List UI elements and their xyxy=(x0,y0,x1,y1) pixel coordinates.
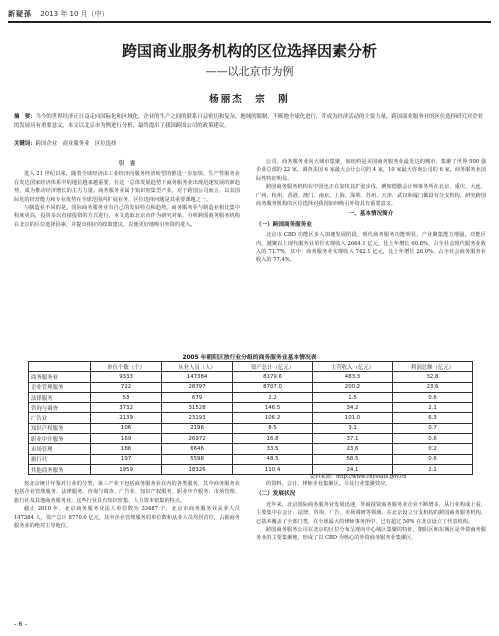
table-header-cell: 从业人员（人） xyxy=(162,362,233,372)
column-left-bottom xyxy=(14,480,240,618)
table-cell: 106 xyxy=(91,423,162,433)
paragraph: 北京市 CBD 功能区步入加速发展阶段，现代商务服务功能明显，产业聚集能力增强，功能区内，越聚以上现代服务业单位实现收入 2664.1 亿元，比上年增长 60.8%，占全社会现代服务业收入的 71.7%，其中：商务服务业实现收入 742.1 亿元，比上年增长 26.0%，占全社会商务服务业收入的 77.4%。 xyxy=(256,232,486,264)
abstract-text: 当今的世界经济正日益走向国际化和区域化，企业的生产之间的联系日益密切和复杂，地域的限制，不断地全球化进行，并成为经济活动的主要力量。跨国商业服务业的区位选择研究对企业的发展具有重要意义，本文以北京市为例进行分析，最终提出了我国跨国公司的政策建议。 xyxy=(14,114,484,129)
table-header-cell: 单位个数（个） xyxy=(91,362,162,372)
table-cell: 53 xyxy=(91,392,162,402)
section-heading-status: （二）发展状况 xyxy=(256,491,296,498)
table-header-cell xyxy=(29,362,91,372)
paragraph: 近年来，北京国际商务服务业发展迅速，外商投资商务服务业企业不断增多，从行业构成上看，主要集中在会计、法律、咨询、广告、市场调研等领域，在北京设立分支机构的跨国商务服务机构，已基本覆盖了全部门类，在全球最大的律师事务所中，已有超过 50% 在北京设立了代表机构。 xyxy=(256,501,486,525)
table-row-label: 咨询与调查 xyxy=(29,403,91,413)
table-cell: 16.8 xyxy=(233,434,313,444)
journal-name: 新疑孫 xyxy=(8,10,32,18)
data-table xyxy=(28,361,473,475)
table-row-label: 知识产权服务 xyxy=(29,423,91,433)
table-cell: 147384 xyxy=(162,372,233,382)
table-row xyxy=(29,403,473,413)
table-cell: 2196 xyxy=(162,423,233,433)
table-cell: 24.1 xyxy=(313,464,393,474)
table-cell: 3.1 xyxy=(313,423,393,433)
table-cell: 37.1 xyxy=(313,434,393,444)
table-cell: 23193 xyxy=(162,413,233,423)
table-cell: 48.5 xyxy=(233,454,313,464)
table-cell: 2.2 xyxy=(233,392,313,402)
table-cell: 722 xyxy=(91,382,162,392)
table-cell: 6.3 xyxy=(392,413,472,423)
section-heading-intro: 引 言 xyxy=(118,161,136,167)
table-cell: 8.5 xyxy=(233,423,313,433)
table-cell: 483.3 xyxy=(313,372,393,382)
table-cell: 146.5 xyxy=(233,403,313,413)
paragraph: 跨国商务服务公司在北京的区位分布呈现向中心城区集聚的特征，朝阳区和东城区是外资商务服务业的主要集聚地，形成了以 CBD 为核心的外资商务服务业集聚区。 xyxy=(256,527,486,542)
table-header-cell: 资产总计（亿元） xyxy=(233,362,313,372)
table-cell: 23.6 xyxy=(313,444,393,454)
keywords xyxy=(14,139,484,147)
table-cell: 0.6 xyxy=(392,454,472,464)
journal-header xyxy=(8,9,488,21)
journal-issue: 2013 年 10 月（中） xyxy=(40,10,109,18)
table-cell: 110.4 xyxy=(233,464,313,474)
paragraph: 按北京统计年鉴对行业的分类，第三产业下包括商务服务业在内的各类服务，其中商务服务业包括企业管理服务、法律服务、咨询与调查、广告业、知识产权服务、职业中介服务、市场管理、旅行社及其他商务服务业，这些行业具有知识密集、人力资本密集的特点。 xyxy=(14,481,240,504)
table-cell: 8707.0 xyxy=(233,382,313,392)
table-cell: 101.0 xyxy=(313,413,393,423)
table-row xyxy=(29,454,473,464)
column-left-top xyxy=(14,158,240,358)
table-row-label: 旅行社 xyxy=(29,454,91,464)
table-cell: 6646 xyxy=(162,444,233,454)
table-cell: 0.2 xyxy=(392,444,472,454)
table-row-label: 职业中介服务 xyxy=(29,434,91,444)
table-cell: 26972 xyxy=(162,434,233,444)
article-title: 跨国商业服务机构的区位选择因素分析 xyxy=(121,42,377,60)
article-subtitle: ——以北京市为例 xyxy=(205,65,294,78)
abstract xyxy=(14,113,484,130)
table-cell: 9333 xyxy=(91,372,162,382)
paragraph: 进入 21 世纪以来，随着全球经济由工业经济向服务经济转型的推进一步加快，生产性服务业在发达国家经济体系中的地位越来越重要，在这一总体发展趋势下商务服务业出现迅速发展的新趋势，成为推动经济增长的主力力量。商务服务业属于知识密集型产业，对于跨国公司而言，以其国际化的经营能力和专业优势在全球范围内扩展业务，区位选择问题是其重要课题之一。 xyxy=(14,171,240,203)
column-right-bottom xyxy=(256,480,486,618)
header-divider xyxy=(8,21,491,23)
column-right-top xyxy=(256,158,486,358)
table-cell: 28797 xyxy=(162,382,233,392)
table-cell: 0.6 xyxy=(392,392,472,402)
paragraph: 跨国商务服务机构在中国也正在加快其扩张步伐，例如德勤会计师事务所在北京、重庆、大连、广州、杭州、香港、澳门、南京、上海、深圳、苏州、天津、武汉和厦门都设有分支机构。研究跨国商务服务机构的区位选择对我国如何吸引外资具有重要意义。 xyxy=(256,184,486,208)
table-row xyxy=(29,382,473,392)
table-row xyxy=(29,444,473,454)
table-row xyxy=(29,372,473,382)
paragraph: 的资料、会计、律师企业集聚区，尽显行业集聚效应。 xyxy=(266,481,391,487)
table-cell: 106.2 xyxy=(233,413,313,423)
keywords-label: 关键词： xyxy=(14,141,36,147)
table-cell: 33.5 xyxy=(233,444,313,454)
table-row xyxy=(29,413,473,423)
article-authors: 杨丽杰 宗 刚 xyxy=(209,94,290,105)
abstract-label: 摘 要： xyxy=(14,114,36,120)
table-row-label: 法律服务 xyxy=(29,392,91,402)
table-row xyxy=(29,423,473,433)
table-cell: 2.1 xyxy=(392,464,472,474)
table-cell: 58.5 xyxy=(313,454,393,464)
paragraph: 公司、商务服务业向大城市集聚，如纽约是美国商务服务业最发达的城市，集聚了世界 500 强企业总部的 22 家。调查美国 6 家最大会计公司的 4 家，10 家最大咨询公司的 6 家，商务服务业国际性特征明显。 xyxy=(256,159,486,182)
table-row xyxy=(29,392,473,402)
table-row-label: 市场管理 xyxy=(29,444,91,454)
table-cell: 0.6 xyxy=(392,434,472,444)
table-cell: 169 xyxy=(91,434,162,444)
table-cell: 200.2 xyxy=(313,382,393,392)
table-cell: 1959 xyxy=(91,464,162,474)
table-cell: 0.7 xyxy=(392,423,472,433)
table-cell: 8179.6 xyxy=(233,372,313,382)
table-header-cell: 利润总额（亿元） xyxy=(392,362,472,372)
table-cell: 32.8 xyxy=(392,372,472,382)
table-cell: 18326 xyxy=(162,464,233,474)
table-cell: 1.5 xyxy=(313,392,393,402)
table-cell: 2139 xyxy=(91,413,162,423)
table-cell: 34.2 xyxy=(313,403,393,413)
table-cell: 197 xyxy=(91,454,162,464)
paragraph: 与制造业不同的是，国际商务服务业有自己的发展特点和趋势。商务服务业与制造业相比集中程度更高，投资多以直接投资的方式进行，本文选取北京市作为研究对象，分析跨国商务服务机构在北京的区位选择因素，并提出相应的政策建议，以便更好地吸引外资的进入。 xyxy=(14,205,240,228)
table-caption: 2005 年朝阳区按行业分组的商务服务业基本情况表 xyxy=(182,355,317,361)
table-row-label: 企业管理服务 xyxy=(29,382,91,392)
page-number: - 6 - xyxy=(14,620,27,628)
subsection-heading: （一）跨国商务服务业 xyxy=(256,221,312,228)
table-header-row xyxy=(29,362,473,372)
table-row-label: 其他商务服务 xyxy=(29,464,91,474)
keywords-text: 跨国企业 商业服务业 区位选择 xyxy=(35,141,117,147)
table-row xyxy=(29,434,473,444)
table-row-label: 广告业 xyxy=(29,413,91,423)
table-cell: 5598 xyxy=(162,454,233,464)
table-cell: 186 xyxy=(91,444,162,454)
table-cell: 31528 xyxy=(162,403,233,413)
table-header-cell: 主营收入（亿元） xyxy=(313,362,393,372)
table-cell: 3732 xyxy=(91,403,162,413)
table-cell: 23.6 xyxy=(392,382,472,392)
table-cell: 679 xyxy=(162,392,233,402)
table-source: 资料来源：http://www.chystats.gov.cn xyxy=(310,474,407,480)
paragraph: 截止 2010 年，北京商务服务业法人单位数为 33487 个，北京市商务服务业从业人员 147384 人，资产总计 8770.0 亿元，其中企业管理服务的单位数和从业人员均居首位，占据商务服务业的绝对主导地位。 xyxy=(14,506,240,530)
section-heading-basics: 一、基本情况简介 xyxy=(348,211,394,218)
table-row-label: 商务服务业 xyxy=(29,372,91,382)
table-cell: 2.1 xyxy=(392,403,472,413)
